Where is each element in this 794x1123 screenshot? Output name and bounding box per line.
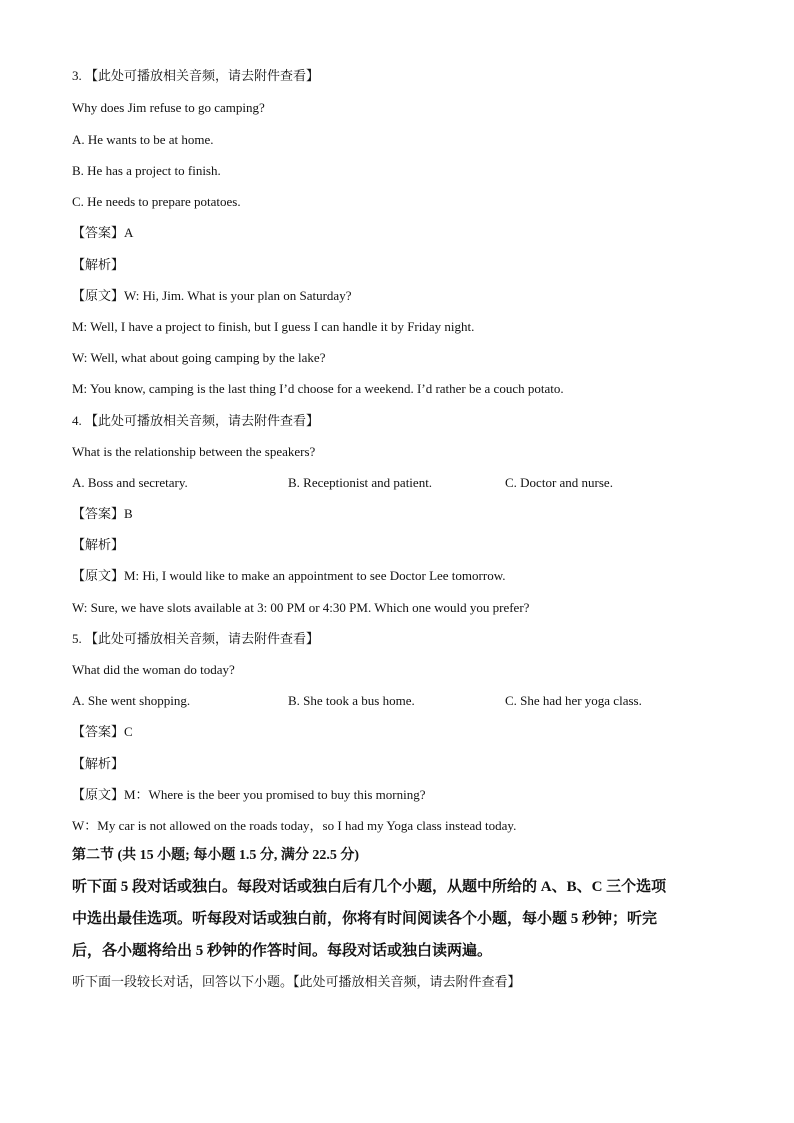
section2-instructions-line-3: 后，各小题将给出 5 秒钟的作答时间。每段对话或独白读两遍。 bbox=[72, 943, 493, 959]
section2-instructions-line-1: 听下面 5 段对话或独白。每段对话或独白后有几个小题，从题中所给的 A、B、C 三个选项 bbox=[72, 879, 667, 895]
q5-transcript-line-2: W：My car is not allowed on the roads today，so I had my Yoga class instead today. bbox=[72, 818, 517, 833]
section2-title: 第二节 (共 15 小题; 每小题 1.5 分, 满分 22.5 分) bbox=[72, 848, 359, 863]
q3-number-label: 3. 【此处可播放相关音频，请去附件查看】 bbox=[72, 68, 320, 83]
q4-transcript-line-1: 【原文】M: Hi, I would like to make an appointment to see Doctor Lee tomorrow. bbox=[72, 568, 506, 583]
q3-analysis-label: 【解析】 bbox=[72, 257, 125, 272]
q3-question: Why does Jim refuse to go camping? bbox=[72, 100, 265, 115]
q5-analysis-label: 【解析】 bbox=[72, 756, 125, 771]
q3-transcript-line-2: M: Well, I have a project to finish, but I guess I can handle it by Friday night. bbox=[72, 319, 475, 334]
q3-transcript-line-1: 【原文】W: Hi, Jim. What is your plan on Saturday? bbox=[72, 288, 352, 303]
q5-answer: 【答案】C bbox=[72, 724, 133, 739]
q4-analysis-label: 【解析】 bbox=[72, 537, 125, 552]
q5-question: What did the woman do today? bbox=[72, 662, 235, 677]
q4-option-c: C. Doctor and nurse. bbox=[505, 475, 613, 490]
q3-option-b: B. He has a project to finish. bbox=[72, 163, 221, 178]
q3-transcript-line-3: W: Well, what about going camping by the lake? bbox=[72, 350, 326, 365]
section2-instructions-line-2: 中选出最佳选项。听每段对话或独白前，你将有时间阅读各个小题，每小题 5 秒钟；听完 bbox=[72, 911, 658, 927]
q3-answer: 【答案】A bbox=[72, 225, 134, 240]
q5-option-a: A. She went shopping. bbox=[72, 693, 191, 708]
section2-lead-in: 听下面一段较长对话，回答以下小题。【此处可播放相关音频，请去附件查看】 bbox=[72, 974, 521, 989]
q4-option-a: A. Boss and secretary. bbox=[72, 475, 188, 490]
q3-transcript-line-4: M: You know, camping is the last thing I’d choose for a weekend. I’d rather be a couch potato. bbox=[72, 381, 564, 396]
q3-option-a: A. He wants to be at home. bbox=[72, 132, 214, 147]
q4-option-b: B. Receptionist and patient. bbox=[288, 475, 433, 490]
q4-number-label: 4. 【此处可播放相关音频，请去附件查看】 bbox=[72, 413, 320, 428]
q4-transcript-line-2: W: Sure, we have slots available at 3: 00 PM or 4:30 PM. Which one would you prefer? bbox=[72, 600, 530, 615]
q5-option-b: B. She took a bus home. bbox=[288, 693, 415, 708]
q4-answer: 【答案】B bbox=[72, 506, 133, 521]
q4-question: What is the relationship between the speakers? bbox=[72, 444, 316, 459]
q5-option-c: C. She had her yoga class. bbox=[505, 693, 642, 708]
q3-option-c: C. He needs to prepare potatoes. bbox=[72, 194, 241, 209]
q5-transcript-line-1: 【原文】M：Where is the beer you promised to buy this morning? bbox=[72, 787, 426, 802]
q5-number-label: 5. 【此处可播放相关音频，请去附件查看】 bbox=[72, 631, 320, 646]
